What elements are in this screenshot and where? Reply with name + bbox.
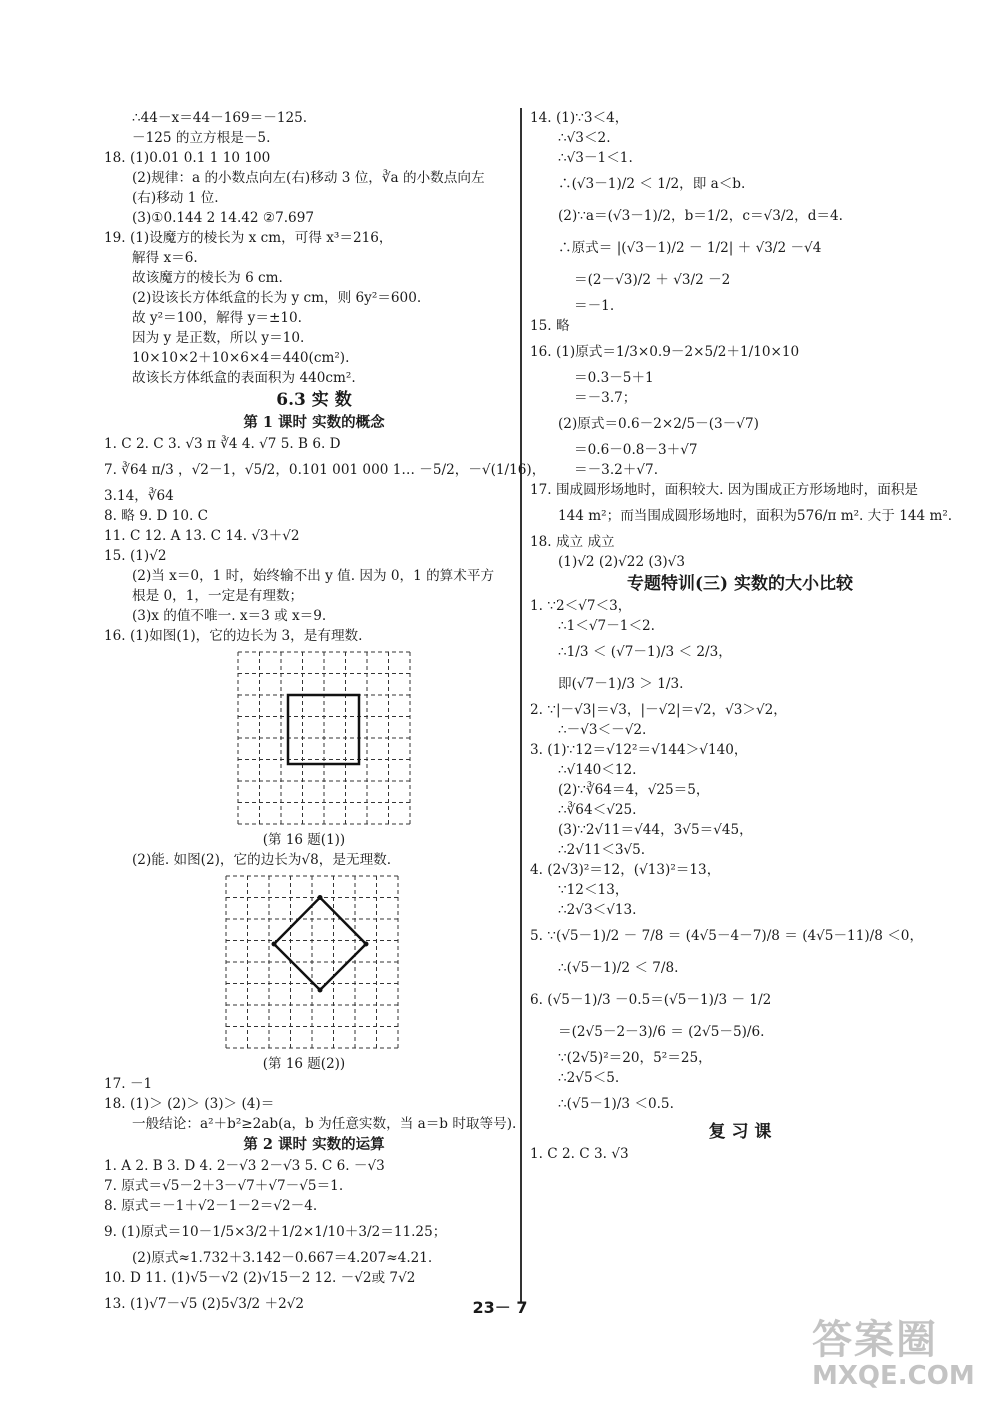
answer-line: 3.14，∛64 [104,488,174,504]
left-column [104,108,546,1320]
answer-line: 一般结论：a²＋b²≥2ab(a，b 为任意实数，当 a＝b 时取等号). [132,1116,517,1132]
answer-line: ∵(2√5)²＝20，5²＝25， [558,1050,712,1066]
answer-line: 3. (1)∵12＝√12²＝√144＞√140， [530,742,748,758]
answer-line: (3)x 的值不唯一. x＝3 或 x＝9. [132,608,327,624]
answer-line: ∴√3＜2. [558,130,611,146]
answer-line: (2)设该长方体纸盒的长为 y cm，则 6y²＝600. [132,290,422,306]
answer-line: －125 的立方根是－5. [132,130,271,146]
figure-2-caption: (第 16 题(2)) [262,1056,346,1072]
answer-line: 故该长方体纸盒的表面积为 440cm². [132,370,356,386]
answer-line: 故该魔方的棱长为 6 cm. [132,270,283,286]
answer-line: 8. 略 9. D 10. C [104,508,209,524]
answer-line: ∴2√11＜3√5. [558,842,646,858]
answer-line: 4. (2√3)²＝12，(√13)²＝13， [530,862,721,878]
watermark-logo [812,1308,987,1391]
left-answers-bottom [104,1074,524,1320]
section-heading: 专题特训(三) 实数的大小比较 [626,574,853,594]
answer-line: 13. (1)√7－√5 (2)5√3/2 ＋2√2 [104,1296,305,1312]
answer-line: (2)原式＝0.6－2×2/5－(3－√7) [558,416,759,432]
answer-line: ＝0.6－0.8－3＋√7 [574,442,698,458]
answer-line: (1)√2 (2)√22 (3)√3 [558,554,685,570]
answer-line: ∴√3－1＜1. [558,150,633,166]
answer-line: ∴1＜√7－1＜2. [558,618,656,634]
answer-line: ∴原式＝ |(√3－1)/2 － 1/2| ＋ √3/2 －√4 [558,240,822,256]
left-answers-top [104,108,546,646]
figure-1-caption: (第 16 题(1)) [262,832,346,848]
watermark-line1: 答案圈 [812,1317,938,1363]
section-heading: 复 习 课 [708,1122,772,1142]
figure-2-intro: (2)能. 如图(2)，它的边长为√8，是无理数. [132,852,392,868]
answer-line: ∴2√3＜√13. [558,902,637,918]
answer-line: ∴2√5＜5. [558,1070,620,1086]
answer-line: 8. 原式＝－1＋√2－1－2＝√2－4. [104,1198,318,1214]
answer-line: ∴44－x＝44－169＝－125. [132,110,308,126]
answer-line: (3)①0.144 2 14.42 ②7.697 [132,210,314,226]
answer-line: ∴√140＜12. [558,762,637,778]
square-side-root8 [274,898,366,991]
answer-line: 即(√7－1)/3 ＞ 1/3. [558,676,684,692]
answer-line: 19. (1)设魔方的棱长为 x cm，可得 x³＝216， [104,230,393,246]
answer-line: ＝(2－√3)/2 ＋ √3/2 －2 [574,272,731,288]
answer-line: (2)当 x＝0，1 时，始终输不出 y 值. 因为 0，1 的算术平方 [132,568,495,584]
answer-line: 14. (1)∵3＜4， [530,110,629,126]
answer-line: ∴(√3－1)/2 ＜ 1/2，即 a＜b. [558,176,746,192]
answer-line: ＝－3.7； [574,390,637,406]
right-column [530,108,953,1164]
answer-line: 解得 x＝6. [132,250,198,266]
answer-line: ＝0.3－5＋1 [574,370,654,386]
answer-line: 17. 围成圆形场地时，面积较大. 因为围成正方形场地时，面积是 [530,482,919,498]
answer-line: 16. (1)如图(1)，它的边长为 3，是有理数. [104,628,363,644]
answer-line: 因为 y 是正数，所以 y＝10. [132,330,305,346]
answer-line: 故 y²＝100，解得 y＝±10. [132,310,302,326]
answer-line: 10×10×2＋10×6×4＝440(cm²). [132,350,350,366]
answer-line: 1. C 2. C 3. √3 [530,1146,629,1162]
answer-line: 7. ∛64 π/3 ，√2－1，√5/2，0.101 001 000 1… －5/2，－√(1/16)， [104,462,546,478]
section-heading: 6.3 实 数 [276,390,352,410]
answer-line: 5. ∵(√5－1)/2 － 7/8 ＝ (4√5－4－7)/8 ＝ (4√5－11)/8 ＜0， [530,928,924,944]
answer-line: 15. 略 [530,318,570,334]
answer-line: ＝－1. [574,298,615,314]
answer-line: ∴(√5－1)/3 ＜0.5. [558,1096,674,1112]
section-heading: 第 2 课时 实数的运算 [243,1136,385,1153]
answer-line: 2. ∵|－√3|＝√3，|－√2|＝√2，√3＞√2， [530,702,787,718]
grid-figure-1 [236,650,412,826]
answer-line: (2)原式≈1.732＋3.142－0.667＝4.207≈4.21. [132,1250,433,1266]
section-heading: 第 1 课时 实数的概念 [243,414,385,431]
answer-line: (2)∵a＝(√3－1)/2，b＝1/2，c＝√3/2，d＝4. [558,208,843,224]
answer-line: 18. 成立 成立 [530,534,615,550]
answer-line: 10. D 11. (1)√5－√2 (2)√15－2 12. －√2或 7√2 [104,1270,416,1286]
answer-line: (右)移动 1 位. [132,190,219,206]
answer-line: 7. 原式＝√5－2＋3－√7＋√7－√5＝1. [104,1178,344,1194]
answer-line: 16. (1)原式＝1/3×0.9－2×5/2＋1/10×10 [530,344,800,360]
answer-line: (3)∵2√11＝√44，3√5＝√45， [558,822,753,838]
page-number: 23－ 7 [472,1298,528,1317]
answer-line: 9. (1)原式＝10－1/5×3/2＋1/2×1/10＋3/2＝11.25； [104,1224,447,1240]
answer-line: 18. (1)0.01 0.1 1 10 100 [104,150,271,166]
answer-line: (2)规律：a 的小数点向左(右)移动 3 位，∛a 的小数点向左 [132,170,485,186]
answer-line: 11. C 12. A 13. C 14. √3＋√2 [104,528,300,544]
grid-figure-2 [224,874,400,1050]
watermark-line2: MXQE.COM [812,1361,975,1391]
answer-line: (2)∵∛64＝4，√25＝5， [558,782,710,798]
answer-line: 144 m²；而当围成圆形场地时，面积为576/π m². 大于 144 m². [558,508,953,524]
answer-line: ＝(2√5－2－3)/6 ＝ (2√5－5)/6. [558,1024,765,1040]
answer-line: 根是 0，1，一定是有理数； [132,588,304,604]
answer-line: 18. (1)＞ (2)＞ (3)＞ (4)＝ [104,1096,275,1112]
answer-line: 15. (1)√2 [104,548,167,564]
answer-line: ∵12＜13， [558,882,629,898]
answer-line: 1. C 2. C 3. √3 π ∛4 4. √7 5. B 6. D [104,436,341,452]
answer-line: ∴－√3＜－√2. [558,722,647,738]
answer-line: 1. ∵2＜√7＜3， [530,598,632,614]
answer-line: 1. A 2. B 3. D 4. 2－√3 2－√3 5. C 6. －√3 [104,1158,385,1174]
answer-line: ∴(√5－1)/2 ＜ 7/8. [558,960,679,976]
answer-line: 17. －1 [104,1076,153,1092]
answer-line: 6. (√5－1)/3 －0.5＝(√5－1)/3 － 1/2 [530,992,772,1008]
answer-line: ∴∛64＜√25. [558,802,637,818]
answer-line: ＝－3.2＋√7. [574,462,659,478]
answer-line: ∴1/3 ＜ (√7－1)/3 ＜ 2/3， [558,644,732,660]
right-answers [530,108,953,1164]
